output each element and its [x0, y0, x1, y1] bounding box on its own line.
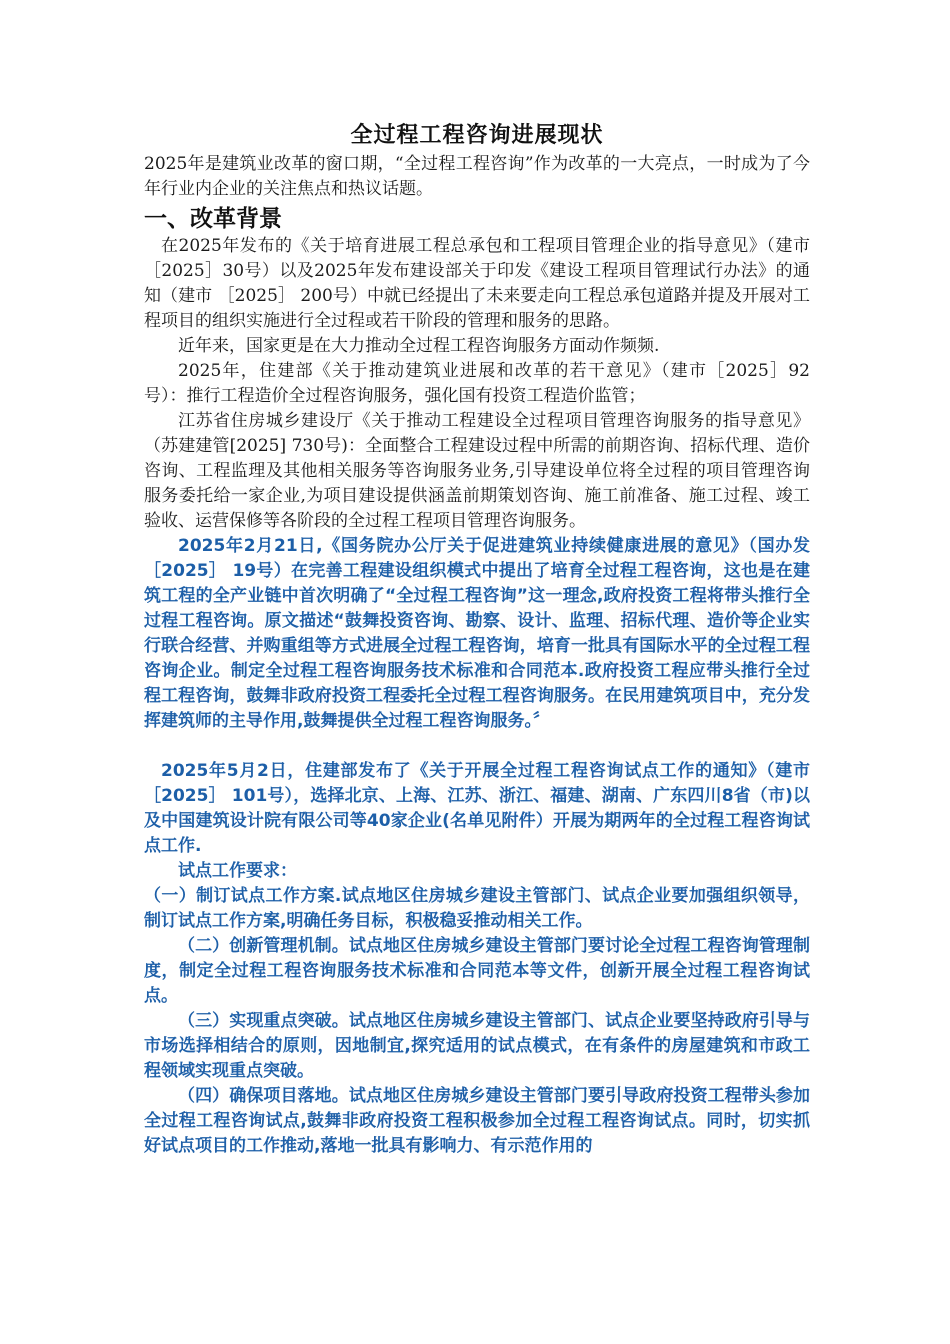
background-paragraph-3: 2025年，住建部《关于推动建筑业进展和改革的若干意见》（建市［2025］92号）：推行工程造价全过程咨询服务，强化国有投资工程造价监管； [144, 361, 810, 406]
pilot-requirement-2: （二）创新管理机制。试点地区住房城乡建设主管部门要讨论全过程工程咨询管理制度，制定全过程工程咨询服务技术标准和合同范本等文件，创新开展全过程工程咨询试点。 [144, 936, 810, 1006]
pilot-requirements-heading: 试点工作要求： [178, 861, 297, 881]
pilot-requirement-4: （四）确保项目落地。试点地区住房城乡建设主管部门要引导政府投资工程带头参加全过程工程咨询试点,鼓舞非政府投资工程积极参加全过程工程咨询试点。同时，切实抓好试点项目的工作推动,落地一批具有影响力、有示范作用的 [144, 1086, 810, 1156]
background-paragraph-2: 近年来，国家更是在大力推动全过程工程咨询服务方面动作频频. [178, 336, 660, 356]
background-paragraph-4: 江苏省住房城乡建设厅《关于推动工程建设全过程项目管理咨询服务的指导意见》（苏建建管[2025] 730号)：全面整合工程建设过程中所需的前期咨询、招标代理、造价咨询、工程监理及其他相关服务等咨询服务业务,引导建设单位将全过程的项目管理咨询服务委托给一家企业,为项目建设提供涵盖前期策划咨询、施工前准备、施工过程、竣工验收、运营保修等各阶段的全过程工程项目管理咨询服务。 [144, 411, 810, 531]
section-heading-reform-background: 一、改革背景 [144, 205, 282, 232]
highlight-paragraph-pilot-notice: 2025年5月2日，住建部发布了《关于开展全过程工程咨询试点工作的通知》（建市［2025］ 101号），选择北京、上海、江苏、浙江、福建、湖南、广东四川8省（市)以及中国建筑设计院有限公司等40家企业(名单见附件）开展为期两年的全过程工程咨询试点工作. [144, 761, 810, 856]
paragraph-gap [144, 734, 810, 759]
highlight-paragraph-state-council: 2025年2月21日,《国务院办公厅关于促进建筑业持续健康进展的意见》（国办发 ［2025］ 19号）在完善工程建设组织模式中提出了培育全过程工程咨询，这也是在建筑工程的全产业链中首次明确了“全过程工程咨询”这一理念,政府投资工程将带头推行全过程工程咨询。原文描述“鼓舞投资咨询、勘察、设计、监理、招标代理、造价等企业实行联合经营、并购重组等方式进展全过程工程咨询，培育一批具有国际水平的全过程工程咨询企业。制定全过程工程咨询服务技术标准和合同范本.政府投资工程应带头推行全过程工程咨询，鼓舞非政府投资工程委托全过程工程咨询服务。在民用建筑项目中，充分发挥建筑师的主导作用,鼓舞提供全过程工程咨询服务。〞 [144, 536, 810, 731]
intro-paragraph: 2025年是建筑业改革的窗口期，“全过程工程咨询”作为改革的一大亮点，一时成为了今年行业内企业的关注焦点和热议话题。 [144, 154, 810, 199]
document-body [144, 118, 810, 1159]
pilot-requirement-3: （三）实现重点突破。试点地区住房城乡建设主管部门、试点企业要坚持政府引导与市场选择相结合的原则，因地制宜,探究适用的试点模式，在有条件的房屋建筑和市政工程领域实现重点突破。 [144, 1011, 810, 1081]
background-paragraph-1: 在2025年发布的《关于培育进展工程总承包和工程项目管理企业的指导意见》（建市［2025］30号）以及2025年发布建设部关于印发《建设工程项目管理试行办法》的通知（建市 ［2025］ 200号）中就已经提出了未来要走向工程总承包道路并提及开展对工程项目的组织实施进行全过程或若干阶段的管理和服务的思路。 [144, 236, 810, 331]
pilot-requirement-1: （一）制订试点工作方案.试点地区住房城乡建设主管部门、试点企业要加强组织领导，制订试点工作方案,明确任务目标，积极稳妥推动相关工作。 [144, 886, 810, 931]
document-title: 全过程工程咨询进展现状 [350, 122, 604, 148]
